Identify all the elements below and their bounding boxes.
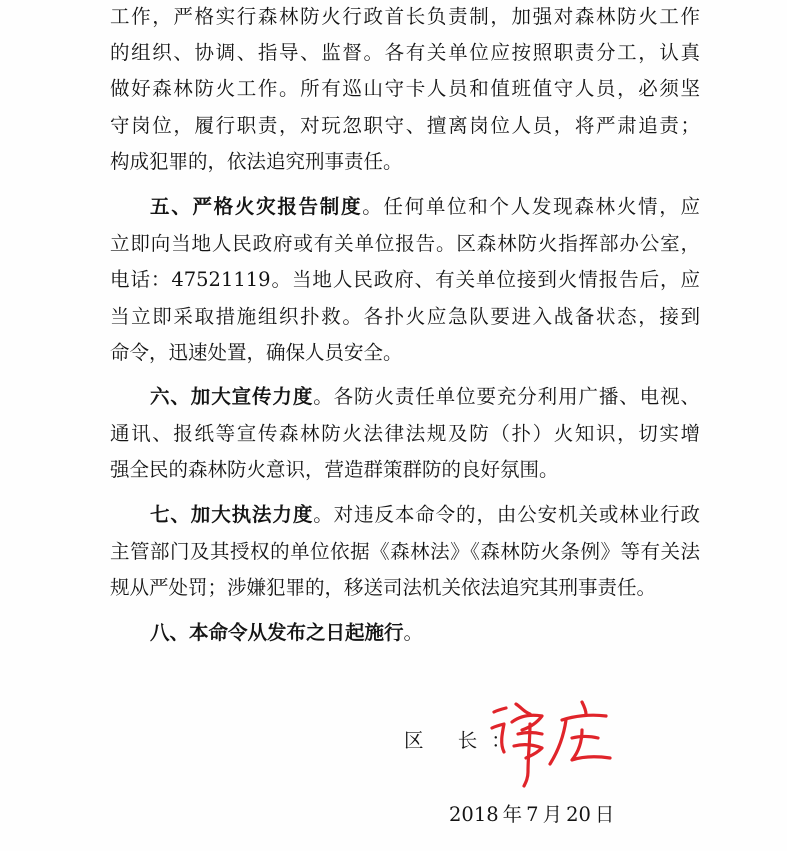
section-heading: 七、加大执法力度 bbox=[150, 503, 314, 526]
paragraph-line: 当立即采取措施组织扑救。各扑火应急队要进入战备状态，接到 bbox=[110, 305, 700, 328]
date-year-unit: 年 bbox=[502, 803, 523, 826]
paragraph-text: 。 bbox=[403, 621, 424, 644]
paragraph-line: 通讯、报纸等宣传森林防火法律法规及防（扑）火知识，切实增 bbox=[110, 422, 700, 445]
paragraph-8-line bbox=[150, 620, 700, 646]
paragraph-line: 主管部门及其授权的单位依据《森林法》《森林防火条例》等有关法 bbox=[110, 540, 700, 563]
date-month: 7 bbox=[526, 803, 539, 826]
signature-stroke bbox=[550, 720, 566, 764]
paragraph-line: 工作，严格实行森林防火行政首长负责制，加强对森林防火工作 bbox=[110, 5, 700, 28]
section-heading: 六、加大宣传力度 bbox=[150, 385, 314, 408]
signature-stroke bbox=[494, 708, 506, 712]
paragraph-text: 。任何单位和个人发现森林火情，应 bbox=[362, 195, 700, 218]
paragraph-line: 立即向当地人民政府或有关单位报告。区森林防火指挥部办公室， bbox=[110, 232, 700, 255]
paragraph-line: 做好森林防火工作。所有巡山守卡人员和值班值守人员，必须坚 bbox=[110, 77, 700, 100]
signature-stroke bbox=[562, 715, 606, 720]
paragraph-text: 。对违反本命令的，由公安机关或林业行政 bbox=[313, 503, 700, 526]
paragraph-6-first-line bbox=[150, 384, 700, 410]
signature-stroke bbox=[492, 724, 504, 752]
signatory-title: 区 长： bbox=[404, 729, 525, 752]
signature-stroke bbox=[582, 702, 586, 714]
paragraph-7-first-line bbox=[150, 502, 700, 528]
handwritten-signature bbox=[486, 694, 616, 794]
paragraph-line: 电话：47521119。当地人民政府、有关单位接到火情报告后，应 bbox=[110, 268, 700, 291]
date-day-unit: 日 bbox=[594, 803, 615, 826]
signature-stroke bbox=[516, 704, 530, 714]
paragraph-line: 命令，迅速处置，确保人员安全。 bbox=[110, 341, 403, 364]
paragraph-line: 守岗位，履行职责，对玩忽职守、擅离岗位人员，将严肃追责； bbox=[110, 114, 700, 137]
date-day: 20 bbox=[566, 803, 591, 826]
paragraph-line: 的组织、协调、指导、监督。各有关单位应按照职责分工，认真 bbox=[110, 41, 700, 64]
date-year: 2018 bbox=[449, 803, 499, 826]
date-month-unit: 月 bbox=[542, 803, 563, 826]
signature-stroke bbox=[512, 715, 542, 730]
paragraph-line: 强全民的森林防火意识，营造群策群防的良好氛围。 bbox=[110, 458, 559, 481]
paragraph-line: 构成犯罪的，依法追究刑事责任。 bbox=[110, 150, 403, 173]
paragraph-line: 规从严处罚；涉嫌犯罪的，移送司法机关依法追究其刑事责任。 bbox=[110, 576, 657, 599]
section-heading: 八、本命令从发布之日起施行 bbox=[150, 621, 404, 644]
section-heading: 五、严格火灾报告制度 bbox=[150, 195, 363, 218]
issue-date bbox=[449, 802, 618, 828]
signature-stroke bbox=[572, 730, 610, 760]
paragraph-5-first-line bbox=[150, 194, 700, 220]
signature-stroke bbox=[572, 737, 598, 739]
paragraph-text: 。各防火责任单位要充分利用广播、电视、 bbox=[313, 385, 700, 408]
